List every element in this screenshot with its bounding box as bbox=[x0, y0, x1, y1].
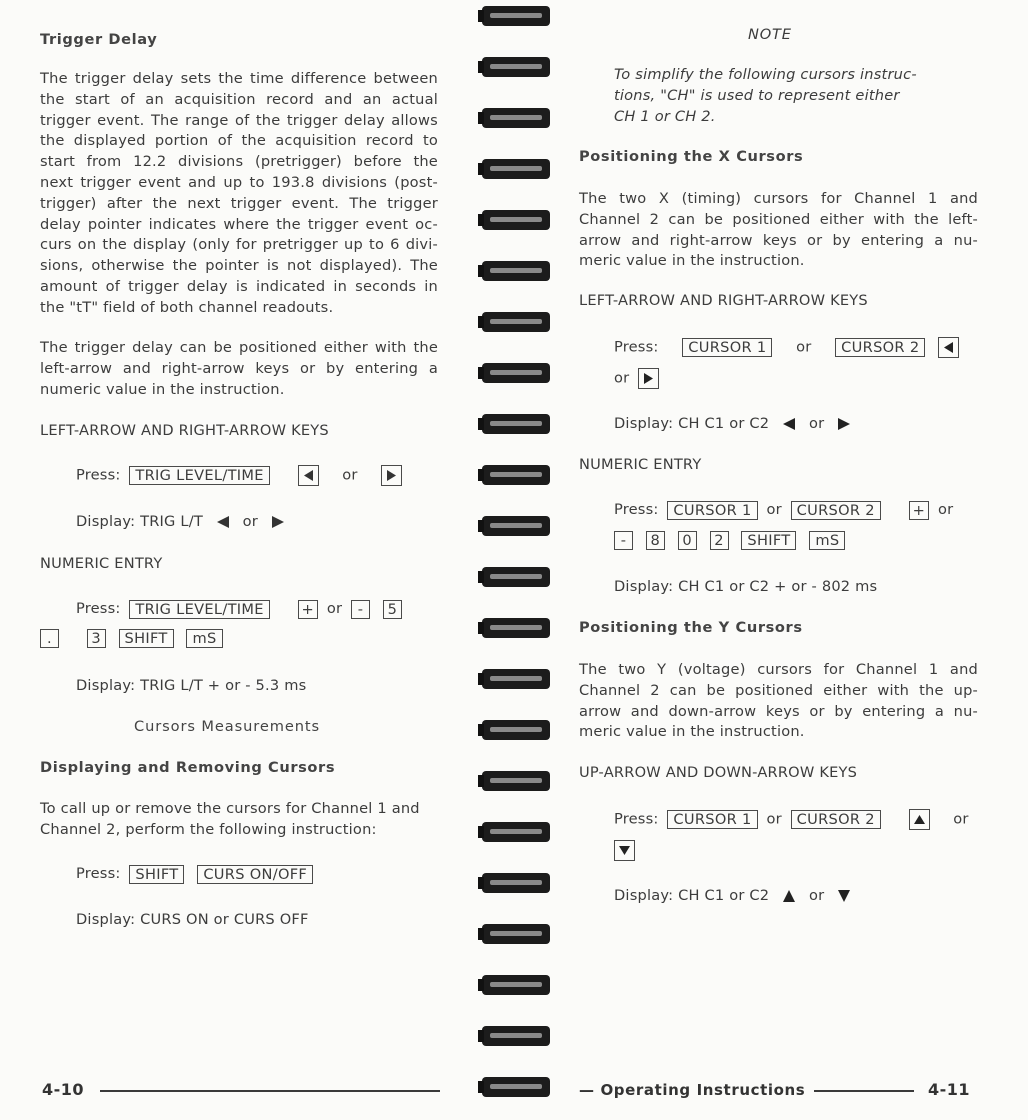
or-text: or bbox=[937, 501, 954, 518]
display-label: Display: bbox=[614, 578, 674, 595]
text-line: arrow and right-arrow keys or by entering a nu- bbox=[579, 231, 978, 249]
text-line: Channel 2, perform the following instruction: bbox=[40, 820, 377, 838]
binding-coil bbox=[478, 618, 550, 638]
y-arrow-keys-heading: UP-ARROW AND DOWN-ARROW KEYS bbox=[579, 764, 858, 781]
text-line: CH 1 or CH 2. bbox=[614, 107, 716, 125]
or-text: or bbox=[242, 513, 258, 530]
binding-coil bbox=[478, 1077, 550, 1097]
display-x-numeric-row bbox=[614, 577, 877, 598]
display-value: TRIG L/T + or - 5.3 ms bbox=[140, 677, 307, 694]
trig-level-time-key: TRIG LEVEL/TIME bbox=[129, 600, 269, 619]
footer-title: Operating Instructions bbox=[600, 1081, 806, 1099]
binding-coil bbox=[478, 567, 550, 587]
binding-coil bbox=[478, 363, 550, 383]
text-line: The two Y (voltage) cursors for Channel 1 and bbox=[579, 661, 978, 678]
press-label: Press: bbox=[76, 600, 121, 617]
text-line: To simplify the following cursors instruc- bbox=[614, 66, 917, 83]
x-cursors-heading: Positioning the X Cursors bbox=[579, 148, 804, 165]
footer-rule bbox=[100, 1090, 440, 1092]
text-line: tions, "CH" is used to represent either bbox=[614, 86, 900, 104]
text-line: the displayed portion of the acquisition record to bbox=[40, 132, 438, 150]
or-text: or bbox=[953, 810, 969, 828]
footer-running-title bbox=[579, 1080, 805, 1101]
x-arrow-keys-heading: LEFT-ARROW AND RIGHT-ARROW KEYS bbox=[579, 292, 868, 309]
footer-dash: — bbox=[579, 1081, 595, 1099]
binding-coil bbox=[478, 771, 550, 791]
numeric-entry-heading: NUMERIC ENTRY bbox=[40, 555, 163, 572]
or-text: or bbox=[766, 810, 782, 828]
key-2: 2 bbox=[710, 531, 729, 550]
arrow-keys-heading: LEFT-ARROW AND RIGHT-ARROW KEYS bbox=[40, 422, 329, 439]
shift-key: SHIFT bbox=[741, 531, 796, 550]
press-label: Press: bbox=[614, 338, 659, 356]
or-text: or bbox=[326, 600, 343, 617]
trigger-delay-heading: Trigger Delay bbox=[40, 31, 158, 48]
press-trig-numeric-row-2 bbox=[36, 628, 227, 649]
shift-key: SHIFT bbox=[119, 629, 174, 648]
display-value: CH C1 or C2 bbox=[678, 887, 770, 904]
binding-coil bbox=[478, 108, 550, 128]
press-label: Press: bbox=[614, 501, 659, 518]
cursor-1-key: CURSOR 1 bbox=[667, 501, 757, 520]
or-text: or bbox=[808, 415, 825, 432]
cursor-1-key: CURSOR 1 bbox=[667, 810, 757, 829]
note-title: NOTE bbox=[748, 26, 792, 43]
display-label: Display: bbox=[76, 677, 136, 694]
binding-coil bbox=[478, 210, 550, 230]
or-text: or bbox=[342, 466, 358, 484]
or-text: or bbox=[614, 369, 630, 387]
or-text: or bbox=[808, 887, 825, 904]
text-line: the start of an acquisition record and an actual bbox=[40, 90, 438, 108]
right-arrow-key-icon bbox=[381, 465, 402, 486]
binding-coil bbox=[478, 822, 550, 842]
text-line: next trigger event and up to 193.8 divisions (post- bbox=[40, 173, 438, 191]
text-line: meric value in the instruction. bbox=[579, 723, 805, 741]
text-line: delay pointer indicates where the trigger event oc- bbox=[40, 215, 438, 233]
spiral-binding bbox=[478, 0, 552, 1120]
left-page bbox=[0, 0, 478, 1120]
text-line: The trigger delay sets the time difference between bbox=[40, 70, 438, 87]
minus-key: - bbox=[351, 600, 370, 619]
right-triangle-icon bbox=[271, 515, 285, 529]
press-y-arrows-row-2 bbox=[610, 840, 639, 861]
footer-rule bbox=[814, 1090, 914, 1092]
text-line: meric value in the instruction. bbox=[579, 252, 805, 270]
or-text: or bbox=[796, 338, 812, 356]
display-value: CH C1 or C2 + or - 802 ms bbox=[678, 578, 878, 595]
right-triangle-icon bbox=[837, 417, 851, 431]
press-y-arrows-row bbox=[614, 809, 969, 830]
press-x-numeric-row-2 bbox=[610, 530, 849, 551]
page-number-left: 4-10 bbox=[42, 1080, 85, 1099]
x-numeric-entry-heading: NUMERIC ENTRY bbox=[579, 456, 702, 473]
note-text bbox=[614, 65, 944, 127]
binding-coil bbox=[478, 975, 550, 995]
text-line: the "tT" field of both channel readouts. bbox=[40, 298, 334, 316]
display-value: CURS ON or CURS OFF bbox=[140, 911, 309, 928]
display-label: Display: bbox=[76, 911, 136, 928]
binding-coil bbox=[478, 924, 550, 944]
left-arrow-key-icon bbox=[938, 337, 959, 358]
display-x-arrows-row bbox=[614, 414, 859, 435]
cursor-2-key: CURSOR 2 bbox=[835, 338, 925, 357]
trigger-delay-paragraph-1 bbox=[40, 69, 438, 319]
left-triangle-icon bbox=[782, 417, 796, 431]
text-line: start from 12.2 divisions (pretrigger) before the bbox=[40, 153, 438, 171]
page-number-right: 4-11 bbox=[928, 1080, 971, 1099]
text-line: The two X (timing) cursors for Channel 1 and bbox=[579, 190, 978, 207]
press-x-numeric-row bbox=[614, 500, 953, 521]
text-line: numeric value in the instruction. bbox=[40, 380, 285, 398]
text-line: trigger) after the next trigger event. The trigger bbox=[40, 194, 438, 212]
up-arrow-key-icon bbox=[909, 809, 930, 830]
display-label: Display: bbox=[614, 415, 674, 432]
trigger-delay-paragraph-2 bbox=[40, 338, 438, 400]
press-trig-numeric-row bbox=[76, 599, 406, 620]
binding-coil bbox=[478, 312, 550, 332]
right-arrow-key-icon bbox=[638, 368, 659, 389]
binding-coil bbox=[478, 1026, 550, 1046]
text-line: left-arrow and right-arrow keys or by entering a bbox=[40, 359, 438, 377]
press-label: Press: bbox=[614, 810, 659, 828]
binding-coil bbox=[478, 465, 550, 485]
press-cursors-row bbox=[76, 864, 317, 885]
curs-on-off-key: CURS ON/OFF bbox=[197, 865, 313, 884]
plus-key: + bbox=[909, 501, 930, 520]
binding-coil bbox=[478, 57, 550, 77]
plus-key: + bbox=[298, 600, 319, 619]
cursors-paragraph bbox=[40, 799, 438, 841]
text-line: amount of trigger delay is indicated in seconds in bbox=[40, 277, 438, 295]
ms-key: mS bbox=[186, 629, 222, 648]
displaying-removing-cursors-heading: Displaying and Removing Cursors bbox=[40, 759, 336, 776]
binding-coil bbox=[478, 720, 550, 740]
cursor-1-key: CURSOR 1 bbox=[682, 338, 772, 357]
cursor-2-key: CURSOR 2 bbox=[791, 501, 881, 520]
x-cursors-paragraph bbox=[579, 189, 978, 272]
down-arrow-key-icon bbox=[614, 840, 635, 861]
display-cursors-row bbox=[76, 910, 309, 931]
trig-level-time-key: TRIG LEVEL/TIME bbox=[129, 466, 269, 485]
press-trig-arrows-row bbox=[76, 465, 406, 486]
text-line: Channel 2 can be positioned either with the left- bbox=[579, 210, 978, 228]
key-5: 5 bbox=[383, 600, 402, 619]
display-trig-numeric-row bbox=[76, 676, 306, 697]
display-y-arrows-row bbox=[614, 886, 859, 907]
press-x-arrows-row-2 bbox=[614, 368, 663, 389]
text-line: sions, otherwise the pointer is not displayed). The bbox=[40, 257, 438, 275]
or-text: or bbox=[766, 501, 782, 518]
binding-coil bbox=[478, 414, 550, 434]
display-value: TRIG L/T bbox=[140, 513, 203, 530]
cursor-2-key: CURSOR 2 bbox=[791, 810, 881, 829]
y-cursors-heading: Positioning the Y Cursors bbox=[579, 619, 803, 636]
cursors-measurements-title: Cursors Measurements bbox=[134, 718, 321, 735]
text-line: The trigger delay can be positioned either with the bbox=[40, 339, 438, 356]
binding-coil bbox=[478, 516, 550, 536]
y-cursors-paragraph bbox=[579, 660, 978, 743]
text-line: To call up or remove the cursors for Channel 1 and bbox=[40, 800, 420, 817]
right-page bbox=[552, 0, 1028, 1120]
binding-coil bbox=[478, 6, 550, 26]
display-label: Display: bbox=[614, 887, 674, 904]
text-line: curs on the display (only for pretrigger up to 6 divi- bbox=[40, 236, 438, 254]
text-line: Channel 2 can be positioned either with the up- bbox=[579, 681, 978, 699]
left-triangle-icon bbox=[216, 515, 230, 529]
display-label: Display: bbox=[76, 513, 136, 530]
press-label: Press: bbox=[76, 865, 121, 882]
binding-coil bbox=[478, 873, 550, 893]
text-line: trigger event. The range of the trigger delay allows bbox=[40, 111, 438, 129]
binding-coil bbox=[478, 669, 550, 689]
binding-coil bbox=[478, 261, 550, 281]
shift-key: SHIFT bbox=[129, 865, 184, 884]
minus-key: - bbox=[614, 531, 633, 550]
key-8: 8 bbox=[646, 531, 665, 550]
press-x-arrows-row bbox=[614, 337, 963, 358]
key-0: 0 bbox=[678, 531, 697, 550]
display-trig-arrows-row bbox=[76, 512, 293, 533]
up-triangle-icon bbox=[782, 889, 796, 903]
text-line: arrow and down-arrow keys or by entering a nu- bbox=[579, 702, 978, 720]
left-arrow-key-icon bbox=[298, 465, 319, 486]
key-3: 3 bbox=[87, 629, 106, 648]
press-label: Press: bbox=[76, 466, 121, 484]
ms-key: mS bbox=[809, 531, 845, 550]
binding-coil bbox=[478, 159, 550, 179]
display-value: CH C1 or C2 bbox=[678, 415, 770, 432]
down-triangle-icon bbox=[837, 889, 851, 903]
decimal-key: . bbox=[40, 629, 59, 648]
